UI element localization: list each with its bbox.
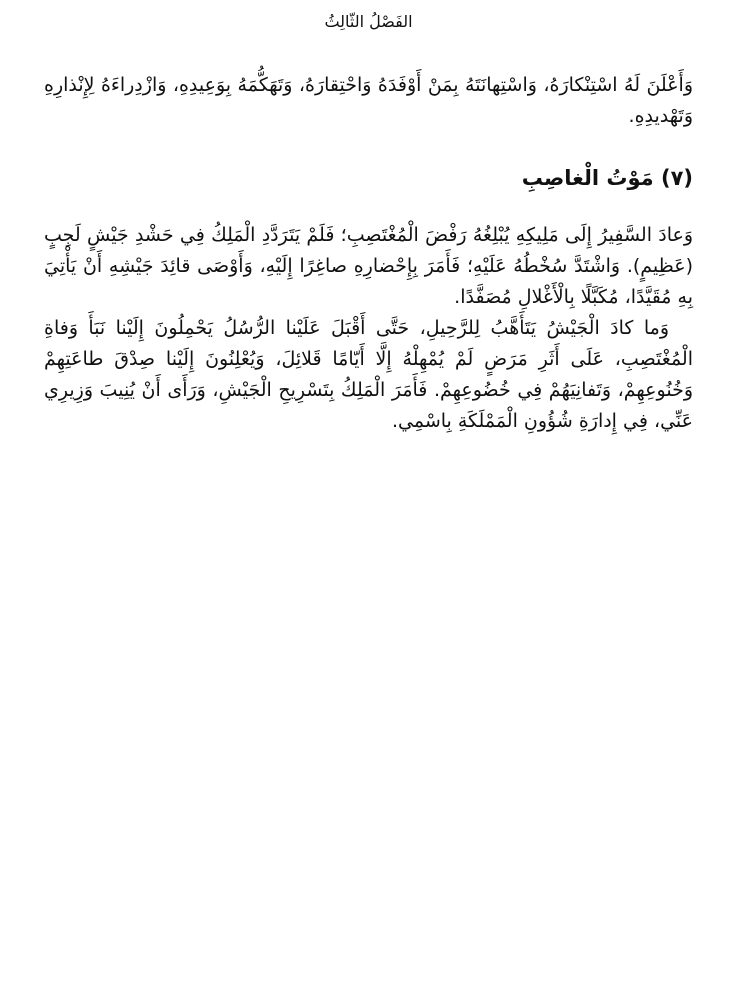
section-heading: (٧) مَوْتُ الْغاصِبِ <box>521 166 693 190</box>
running-header: الفَصْلُ الثّالِثُ <box>324 12 413 31</box>
section-paragraph: وَما كادَ الْجَيْشُ يَتَأَهَّبُ لِلرَّحِيلِ، حَتَّى أَقْبَلَ عَلَيْنا الرُّسُلُ يَحْمِلُونَ إِلَيْنا نَبَأَ وَفاةِ الْمُغْتَصِبِ، عَلَى أَثَرِ مَرَضٍ لَمْ يُمْهِلْهُ إِلَّا أَيّامًا قَلائِلَ، وَيُعْلِنُونَ إِلَيْنا صِدْقَ طاعَتِهِمْ وَخُنُوعِهِمْ، وَتَفانِيَهُمْ فِي خُضُوعِهِمْ. فَأَمَرَ الْمَلِكُ بِتَسْرِيحِ الْجَيْشِ، وَرَأَى أَنْ يُنِيبَ وَزِيرِي عَنِّي، فِي إِدارَةِ شُؤُونِ الْمَمْلَكَةِ بِاسْمِي. <box>44 317 693 432</box>
book-page <box>44 0 693 437</box>
intro-paragraph: وَأَعْلَنَ لَهُ اسْتِنْكارَهُ، وَاسْتِهانَتَهُ بِمَنْ أَوْفَدَهُ وَاحْتِقارَهُ، وَتَهَكُّمَهُ بِوَعِيدِهِ، وَازْدِراءَهُ لِإِنْذارِهِ وَتَهْديدِهِ. <box>44 74 693 127</box>
section-paragraph: وَعادَ السَّفِيرُ إِلَى مَلِيكِهِ يُبْلِغُهُ رَفْضَ الْمُغْتَصِبِ؛ فَلَمْ يَتَرَدَّدِ الْمَلِكُ فِي حَشْدِ جَيْشٍ لَجِبٍ (عَظِيمٍ). وَاشْتَدَّ سُخْطُهُ عَلَيْهِ؛ فَأَمَرَ بِإِحْضارِهِ صاغِرًا إِلَيْهِ، وَأَوْصَى قائِدَ جَيْشِهِ أَنْ يَأْتِيَ بِهِ مُقَيَّدًا، مُكَبَّلًا بِالْأَغْلالِ مُصَفَّدًا. <box>44 224 693 308</box>
